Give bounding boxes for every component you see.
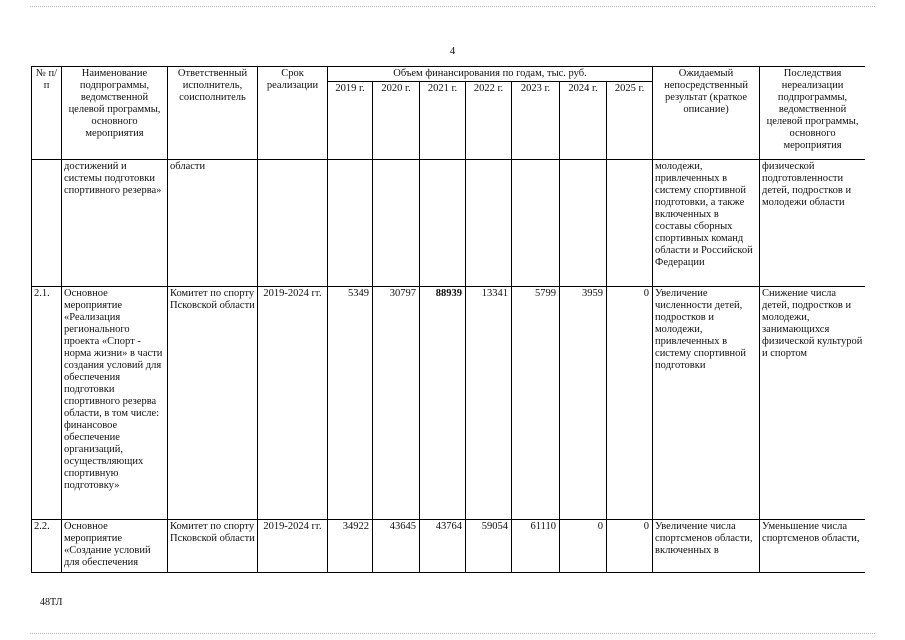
row-num: 2.1. [32,287,62,520]
row-value-2022: 13341 [466,287,512,520]
row-name: Основное мероприятие «Создание условий для обеспечения [62,520,168,573]
row-name: достижений и системы подготовки спортивного резерва» [62,160,168,287]
row-result: молодежи, привлеченных в систему спортивной подготовки, а также включенных в составы сборных спортивных команд области и Российской Федерации [653,160,760,287]
header-year-2019: 2019 г. [328,82,373,160]
row-value-2022: 59054 [466,520,512,573]
header-year-2022: 2022 г. [466,82,512,160]
row-consequences: Уменьшение числа спортсменов области, [760,520,865,573]
table-row [32,160,866,287]
row-value-2025 [607,160,653,287]
row-value-2019: 34922 [328,520,373,573]
row-value-2023: 61110 [512,520,560,573]
header-year-2021: 2021 г. [420,82,466,160]
row-value-2024: 0 [560,520,607,573]
scan-edge-bottom [30,633,875,634]
row-value-2024 [560,160,607,287]
row-value-2022 [466,160,512,287]
row-num: 2.2. [32,520,62,573]
header-name: Наименование подпрограммы, ведомственной целевой программы, основного мероприятия [62,67,168,160]
row-period: 2019-2024 гг. [258,287,328,520]
table-row [32,520,866,573]
row-value-2020 [373,160,420,287]
table-row [32,287,866,520]
header-year-2020: 2020 г. [373,82,420,160]
row-result: Увеличение численности детей, подростков и молодежи, привлеченных в систему спортивной подготовки [653,287,760,520]
header-financing: Объем финансирования по годам, тыс. руб. [328,67,653,82]
footer-code: 48ТЛ [40,597,63,608]
row-period: 2019-2024 гг. [258,520,328,573]
row-responsible: Комитет по спорту Псковской области [168,520,258,573]
header-year-2023: 2023 г. [512,82,560,160]
row-value-2023: 5799 [512,287,560,520]
row-responsible: Комитет по спорту Псковской области [168,287,258,520]
row-value-2021 [420,160,466,287]
row-num [32,160,62,287]
row-value-2023 [512,160,560,287]
row-value-2019: 5349 [328,287,373,520]
financing-table-wrapper [31,66,865,593]
row-result: Увеличение числа спортсменов области, включенных в [653,520,760,573]
row-value-2025: 0 [607,520,653,573]
header-responsible: Ответственный исполнитель, соисполнитель [168,67,258,160]
scan-edge-top [30,6,875,7]
header-num: № п/п [32,67,62,160]
header-year-2025: 2025 г. [607,82,653,160]
page-number: 4 [449,45,456,57]
row-value-2021: 88939 [420,287,466,520]
row-value-2024: 3959 [560,287,607,520]
header-row-1 [32,67,866,82]
row-name: Основное мероприятие «Реализация регионального проекта «Спорт - норма жизни» в части создания условий для обеспечения подготовки спортивного резерва области, в том числе: финансовое обеспечение организаций, осуществляющих спортивную подготовку» [62,287,168,520]
header-year-2024: 2024 г. [560,82,607,160]
header-consequences: Последствия нереализации подпрограммы, ведомственной целевой программы, основного мероприятия [760,67,865,160]
header-result: Ожидаемый непосредственный результат (краткое описание) [653,67,760,160]
row-consequences: Снижение числа детей, подростков и молодежи, занимающихся физической культурой и спортом [760,287,865,520]
header-period: Срок реализации [258,67,328,160]
row-value-2019 [328,160,373,287]
row-period [258,160,328,287]
row-value-2025: 0 [607,287,653,520]
row-responsible: области [168,160,258,287]
row-value-2020: 43645 [373,520,420,573]
financing-table [31,66,865,573]
row-value-2020: 30797 [373,287,420,520]
row-consequences: физической подготовленности детей, подростков и молодежи области [760,160,865,287]
row-value-2021: 43764 [420,520,466,573]
